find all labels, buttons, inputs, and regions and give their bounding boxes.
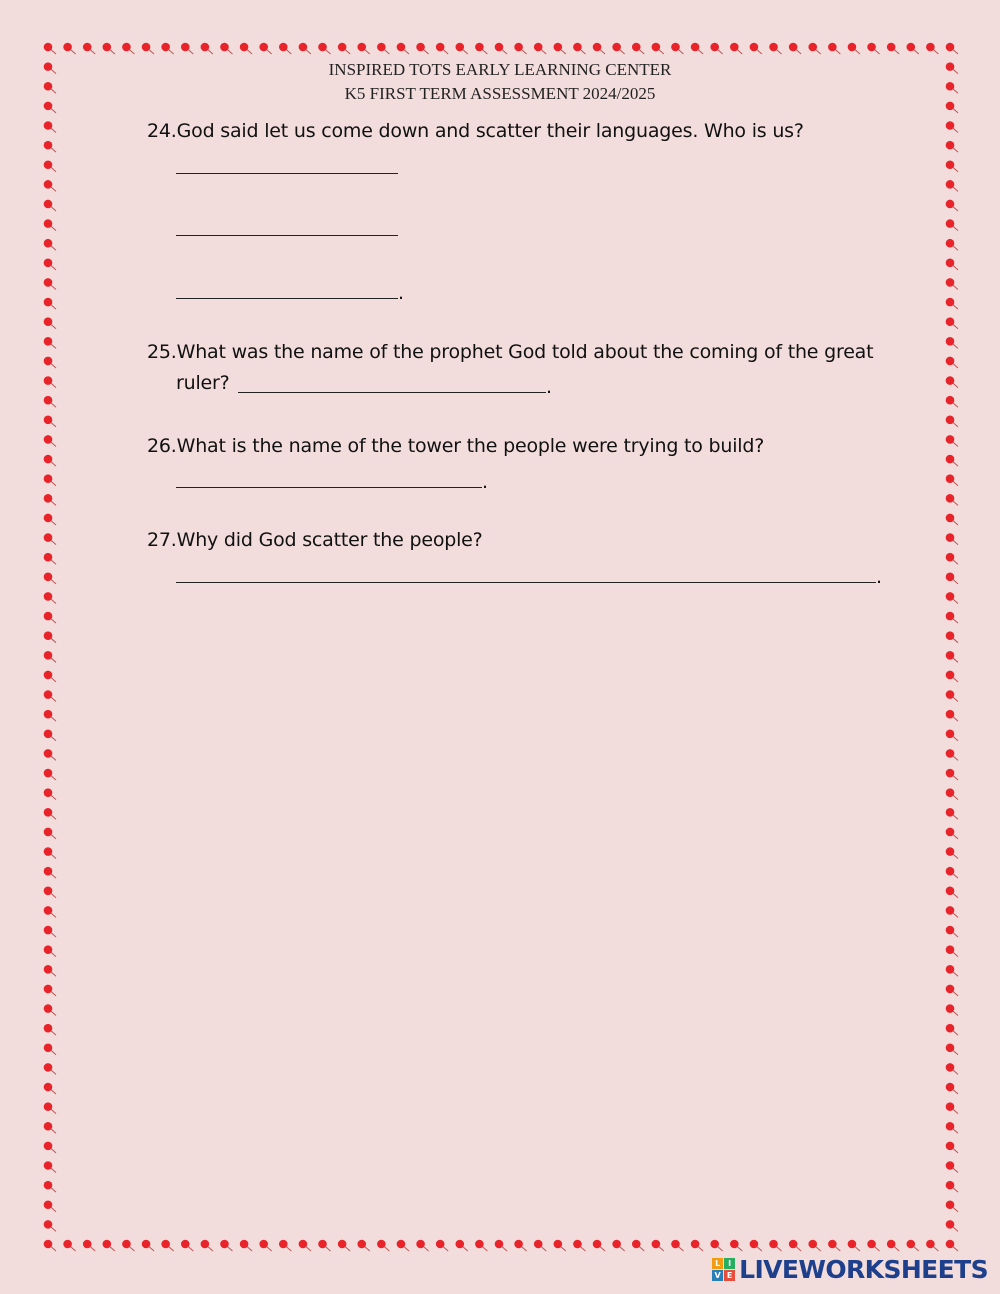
- border-dot: [397, 43, 409, 54]
- border-dot: [946, 788, 958, 799]
- border-dot: [926, 1240, 938, 1251]
- liveworksheets-icon: [712, 1258, 735, 1281]
- border-dot: [573, 43, 585, 54]
- border-dot: [534, 1240, 546, 1251]
- border-dot: [946, 141, 958, 152]
- logo-letter: V: [712, 1270, 723, 1281]
- border-dot: [318, 43, 330, 54]
- border-dot: [44, 710, 56, 721]
- border-dot: [946, 43, 958, 54]
- border-dot: [44, 435, 56, 446]
- border-dot: [946, 1220, 958, 1231]
- border-dot: [279, 1240, 291, 1251]
- border-dot: [63, 43, 75, 54]
- border-dot: [946, 847, 958, 858]
- border-dot: [946, 533, 958, 544]
- border-dot: [946, 1142, 958, 1153]
- border-dot: [475, 1240, 487, 1251]
- border-dot: [671, 43, 683, 54]
- border-dot: [554, 43, 566, 54]
- border-dot: [259, 1240, 271, 1251]
- border-dot: [44, 808, 56, 819]
- border-dot: [710, 1240, 722, 1251]
- border-dot: [652, 43, 664, 54]
- border-dot: [946, 867, 958, 878]
- border-dot: [946, 612, 958, 623]
- border-dot: [44, 455, 56, 466]
- border-dot: [946, 514, 958, 525]
- border-dot: [44, 1004, 56, 1015]
- border-dot: [946, 730, 958, 741]
- border-dot: [887, 43, 899, 54]
- border-dot: [44, 945, 56, 956]
- border-dot: [44, 533, 56, 544]
- border-dot: [946, 396, 958, 407]
- border-dot: [44, 592, 56, 603]
- border-dot: [44, 867, 56, 878]
- border-dot: [44, 749, 56, 760]
- border-dot: [573, 1240, 585, 1251]
- border-dot: [338, 43, 350, 54]
- answer-line-25[interactable]: [238, 392, 546, 393]
- border-dot: [946, 376, 958, 387]
- border-dot: [44, 416, 56, 427]
- border-dot: [44, 239, 56, 250]
- border-dot: [44, 396, 56, 407]
- border-dot: [632, 1240, 644, 1251]
- question-text: God said let us come down and scatter their languages. Who is us?: [176, 120, 804, 142]
- border-dot: [946, 1181, 958, 1192]
- border-dot: [44, 160, 56, 171]
- border-dot: [416, 43, 428, 54]
- border-dot: [44, 553, 56, 564]
- border-dot: [946, 121, 958, 132]
- border-dot: [279, 43, 291, 54]
- border-dot: [946, 1161, 958, 1172]
- border-dot: [789, 43, 801, 54]
- border-dot: [828, 1240, 840, 1251]
- border-dot: [318, 1240, 330, 1251]
- border-dot: [593, 1240, 605, 1251]
- border-dot: [554, 1240, 566, 1251]
- border-dot: [357, 43, 369, 54]
- border-dot: [44, 847, 56, 858]
- question-27: [147, 529, 483, 551]
- border-dot: [44, 965, 56, 976]
- school-name: INSPIRED TOTS EARLY LEARNING CENTER: [328, 60, 672, 79]
- border-dot: [455, 43, 467, 54]
- answer-line-26[interactable]: [176, 487, 482, 488]
- liveworksheets-logo: [712, 1254, 988, 1284]
- logo-letter: E: [724, 1270, 735, 1281]
- question-24: [147, 120, 804, 142]
- border-dot: [946, 573, 958, 584]
- border-dot: [593, 43, 605, 54]
- border-dot: [44, 631, 56, 642]
- border-dot: [44, 1181, 56, 1192]
- border-dot: [122, 43, 134, 54]
- border-dot: [906, 1240, 918, 1251]
- border-dot: [44, 121, 56, 132]
- question-number: 24.: [147, 120, 177, 142]
- border-dot: [730, 1240, 742, 1251]
- border-dot: [44, 788, 56, 799]
- border-dot: [946, 1102, 958, 1113]
- border-dot: [44, 671, 56, 682]
- border-dot: [44, 612, 56, 623]
- border-dot: [83, 1240, 95, 1251]
- border-dot: [946, 435, 958, 446]
- border-dot: [946, 945, 958, 956]
- border-dot: [769, 43, 781, 54]
- border-dot: [946, 710, 958, 721]
- border-dot: [946, 1083, 958, 1094]
- border-dot: [377, 43, 389, 54]
- question-25-continuation: ruler?: [176, 372, 230, 394]
- border-dot: [946, 1063, 958, 1074]
- border-dot: [652, 1240, 664, 1251]
- border-dot: [730, 43, 742, 54]
- border-dot: [946, 494, 958, 505]
- border-dot: [44, 690, 56, 701]
- border-dot: [808, 1240, 820, 1251]
- border-dot: [44, 926, 56, 937]
- border-dot: [946, 1024, 958, 1035]
- border-dot: [946, 926, 958, 937]
- border-dot: [514, 43, 526, 54]
- border-dot: [122, 1240, 134, 1251]
- border-dot: [44, 906, 56, 917]
- border-dot: [44, 886, 56, 897]
- border-dot: [142, 43, 154, 54]
- border-dot: [495, 1240, 507, 1251]
- border-dot: [44, 494, 56, 505]
- border-dot: [44, 219, 56, 230]
- border-dot: [828, 43, 840, 54]
- border-dot: [416, 1240, 428, 1251]
- border-dot: [632, 43, 644, 54]
- border-dot: [44, 357, 56, 368]
- border-dot: [44, 1122, 56, 1133]
- border-dot: [44, 259, 56, 270]
- border-dot: [161, 1240, 173, 1251]
- border-dot: [946, 769, 958, 780]
- border-dot: [475, 43, 487, 54]
- border-dot: [44, 1083, 56, 1094]
- border-dot: [201, 1240, 213, 1251]
- border-dot: [946, 1043, 958, 1054]
- border-dot: [750, 43, 762, 54]
- border-dot: [44, 1240, 56, 1251]
- question-number: 25.: [147, 341, 177, 363]
- border-dot: [946, 416, 958, 427]
- border-dot: [848, 43, 860, 54]
- border-dot: [946, 651, 958, 662]
- border-dot: [44, 1063, 56, 1074]
- assessment-title: K5 FIRST TERM ASSESSMENT 2024/2025: [344, 84, 656, 103]
- border-dot: [377, 1240, 389, 1251]
- border-dot: [946, 808, 958, 819]
- border-dot: [455, 1240, 467, 1251]
- border-dot: [44, 43, 56, 54]
- border-dot: [906, 43, 918, 54]
- logo-text: LIVEWORKSHEETS: [739, 1254, 988, 1284]
- border-dot: [848, 1240, 860, 1251]
- border-dot: [259, 43, 271, 54]
- border-dot: [220, 1240, 232, 1251]
- answer-line-24a[interactable]: [176, 173, 398, 174]
- border-dot: [946, 259, 958, 270]
- border-dot: [63, 1240, 75, 1251]
- question-number: 27.: [147, 529, 177, 551]
- answer-line-24c[interactable]: [176, 298, 398, 299]
- border-dot: [495, 43, 507, 54]
- border-dot: [946, 886, 958, 897]
- border-dot: [946, 749, 958, 760]
- border-dot: [671, 1240, 683, 1251]
- border-dot: [946, 239, 958, 250]
- border-dot: [946, 553, 958, 564]
- border-dot: [44, 985, 56, 996]
- border-dot: [44, 514, 56, 525]
- border-dot: [436, 1240, 448, 1251]
- border-dot: [710, 43, 722, 54]
- border-dot: [946, 337, 958, 348]
- border-dot: [691, 1240, 703, 1251]
- border-dot: [44, 1161, 56, 1172]
- border-dot: [946, 1240, 958, 1251]
- border-dot: [44, 200, 56, 211]
- border-dot: [946, 671, 958, 682]
- border-dot: [534, 43, 546, 54]
- border-dot: [44, 573, 56, 584]
- logo-letter: L: [712, 1258, 723, 1269]
- border-dot: [691, 43, 703, 54]
- border-dot: [436, 43, 448, 54]
- border-dot: [44, 298, 56, 309]
- border-dot: [44, 474, 56, 485]
- question-text: What is the name of the tower the people were trying to build?: [176, 435, 765, 457]
- border-dot: [946, 357, 958, 368]
- border-dot: [44, 337, 56, 348]
- border-dot: [44, 1200, 56, 1211]
- border-dot: [83, 43, 95, 54]
- border-dot: [44, 180, 56, 191]
- border-dot: [612, 1240, 624, 1251]
- border-dot: [769, 1240, 781, 1251]
- border-dot: [789, 1240, 801, 1251]
- end-mark: .: [482, 471, 489, 493]
- border-dot: [867, 43, 879, 54]
- end-mark: .: [876, 566, 883, 588]
- border-dot: [926, 43, 938, 54]
- border-dot: [220, 43, 232, 54]
- border-dot: [946, 278, 958, 289]
- border-dot: [946, 592, 958, 603]
- border-dot: [946, 1122, 958, 1133]
- question-text: Why did God scatter the people?: [176, 529, 483, 551]
- border-dot: [44, 1024, 56, 1035]
- border-dot: [946, 180, 958, 191]
- border-dot: [946, 298, 958, 309]
- border-dot: [240, 43, 252, 54]
- question-25: [147, 341, 873, 363]
- border-dot: [887, 1240, 899, 1251]
- border-dot: [44, 769, 56, 780]
- border-dot: [44, 828, 56, 839]
- border-dot: [808, 43, 820, 54]
- border-dot: [44, 651, 56, 662]
- end-mark: .: [546, 376, 553, 398]
- border-dot: [946, 317, 958, 328]
- border-dot: [946, 1200, 958, 1211]
- border-dot: [397, 1240, 409, 1251]
- border-dot: [946, 690, 958, 701]
- border-dot: [612, 43, 624, 54]
- border-dot: [946, 200, 958, 211]
- border-dot: [161, 43, 173, 54]
- border-dot: [946, 160, 958, 171]
- border-dot: [103, 1240, 115, 1251]
- border-dot: [357, 1240, 369, 1251]
- border-dot: [181, 43, 193, 54]
- question-number: 26.: [147, 435, 177, 457]
- border-dot: [514, 1240, 526, 1251]
- border-dot: [946, 965, 958, 976]
- border-dot: [946, 828, 958, 839]
- question-26: [147, 435, 764, 457]
- border-dot: [946, 631, 958, 642]
- border-dot: [946, 906, 958, 917]
- answer-line-24b[interactable]: [176, 235, 398, 236]
- border-dot: [44, 317, 56, 328]
- border-dot: [867, 1240, 879, 1251]
- border-dot: [750, 1240, 762, 1251]
- border-dot: [44, 141, 56, 152]
- border-dot: [338, 1240, 350, 1251]
- border-dot: [946, 985, 958, 996]
- border-dot: [142, 1240, 154, 1251]
- border-dot: [44, 1142, 56, 1153]
- border-dot: [44, 1220, 56, 1231]
- answer-line-27[interactable]: [176, 582, 876, 583]
- border-dot: [299, 1240, 311, 1251]
- border-dot: [299, 43, 311, 54]
- border-dot: [181, 1240, 193, 1251]
- border-dot: [946, 455, 958, 466]
- border-dot: [44, 278, 56, 289]
- border-dot: [44, 376, 56, 387]
- border-dot: [44, 730, 56, 741]
- border-dot: [946, 219, 958, 230]
- border-dot: [44, 1102, 56, 1113]
- border-dot: [44, 1043, 56, 1054]
- border-dot: [103, 43, 115, 54]
- border-dot: [201, 43, 213, 54]
- question-text: What was the name of the prophet God told about the coming of the great: [176, 341, 874, 363]
- logo-letter: I: [724, 1258, 735, 1269]
- end-mark: .: [398, 282, 405, 304]
- border-dot: [946, 474, 958, 485]
- border-dot: [946, 1004, 958, 1015]
- border-dot: [240, 1240, 252, 1251]
